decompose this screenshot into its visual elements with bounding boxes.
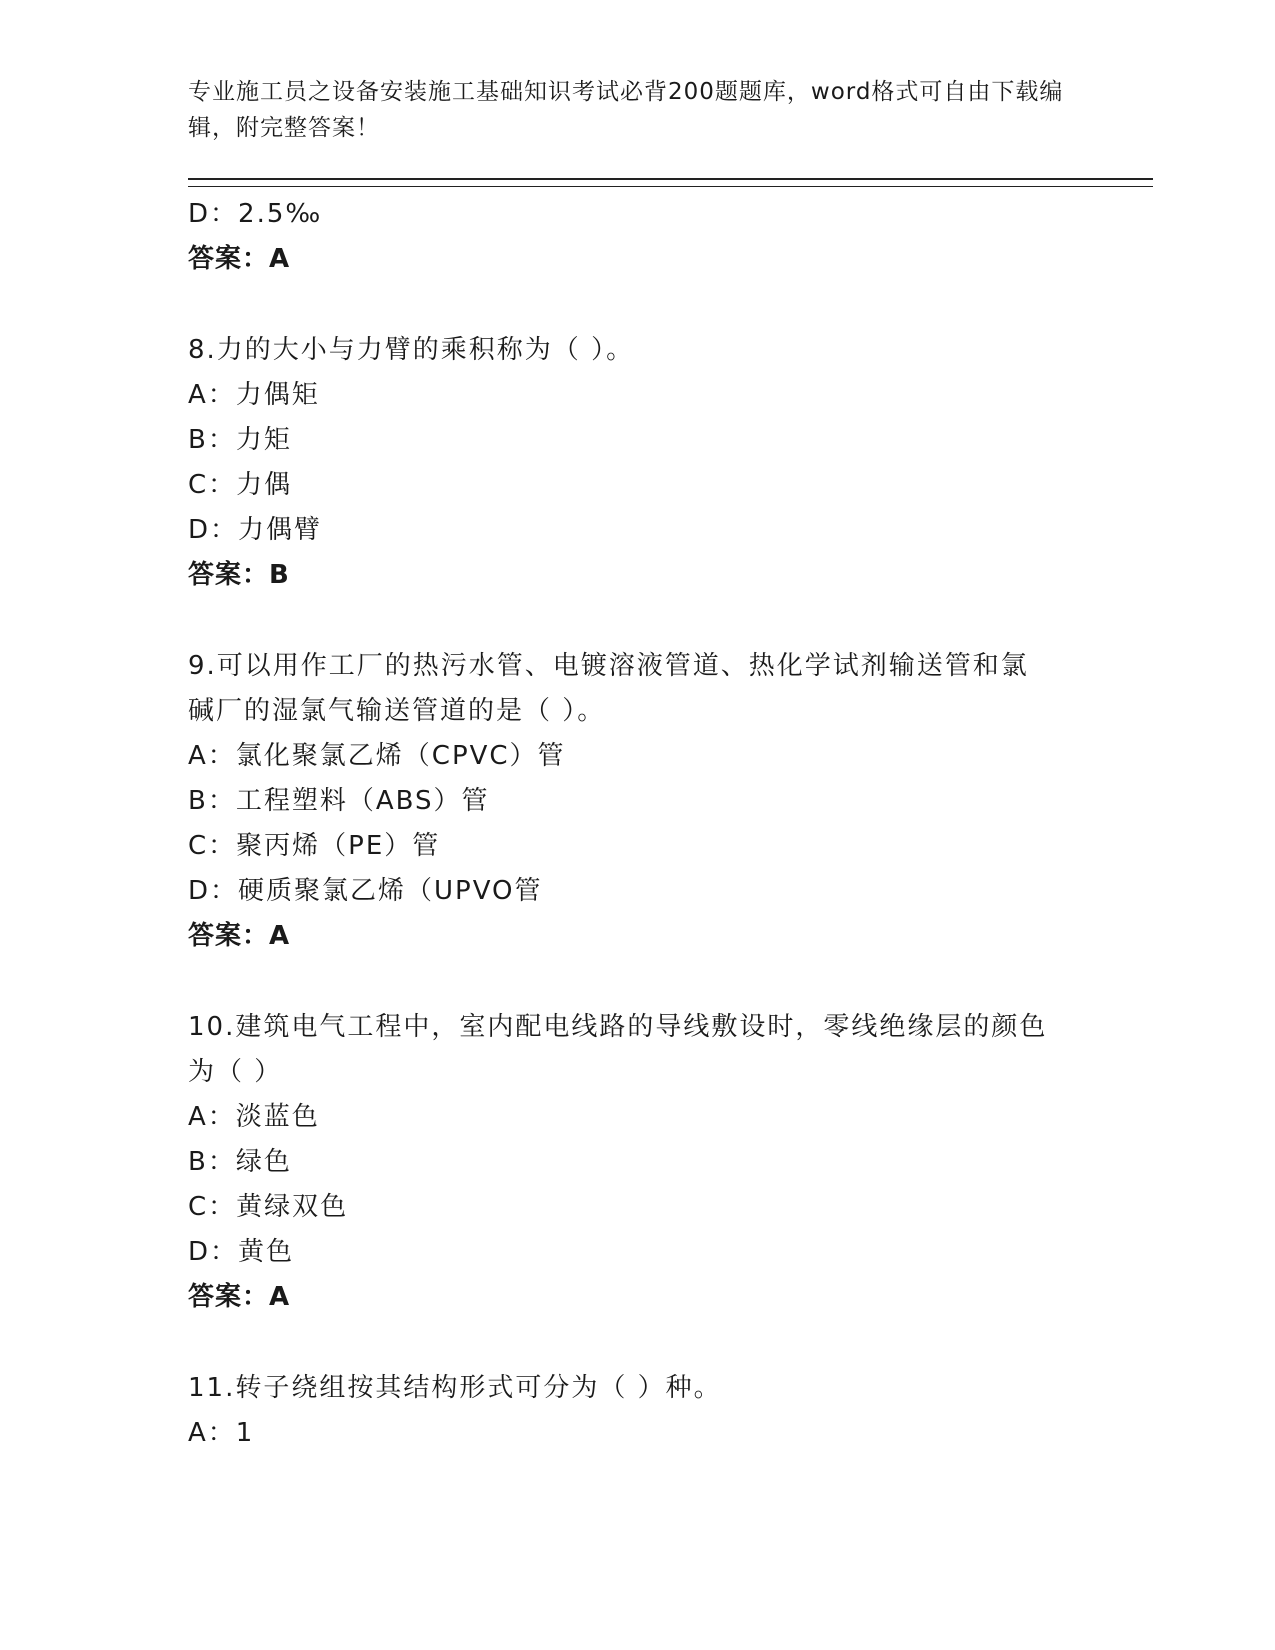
option-c: C：力偶 [188, 470, 293, 500]
option-c: C：黄绿双色 [188, 1192, 349, 1222]
question-11 [188, 1366, 1088, 1456]
option-b: B：工程塑料（ABS）管 [188, 786, 490, 816]
option-c: C：聚丙烯（PE）管 [188, 831, 441, 861]
option-d: D：2.5‰ [188, 199, 323, 229]
answer-line: 答案：A [188, 921, 291, 951]
document-header [188, 74, 1088, 146]
answer-line: 答案：A [188, 244, 291, 274]
question-10 [188, 1005, 1088, 1320]
answer-line: 答案：B [188, 560, 290, 590]
header-rule [188, 178, 1153, 187]
option-d: D：硬质聚氯乙烯（UPVO管 [188, 876, 543, 906]
option-a: A：力偶矩 [188, 380, 320, 410]
question-stem-line-1: 10.建筑电气工程中，室内配电线路的导线敷设时，零线绝缘层的颜色 [188, 1012, 1048, 1042]
option-d: D：力偶臂 [188, 515, 323, 545]
option-a: A：1 [188, 1418, 255, 1448]
question-8 [188, 328, 1088, 598]
option-d: D：黄色 [188, 1237, 295, 1267]
option-a: A：淡蓝色 [188, 1102, 320, 1132]
question-stem: 8.力的大小与力臂的乘积称为（ ）。 [188, 335, 635, 365]
question-content [188, 192, 1088, 1456]
question-stem-line-2: 为（ ） [188, 1057, 283, 1087]
question-stem-line-2: 碱厂的湿氯气输送管道的是（ ）。 [188, 696, 606, 726]
question-stem: 11.转子绕组按其结构形式可分为（ ）种。 [188, 1373, 722, 1403]
question-9 [188, 644, 1088, 959]
header-text: 专业施工员之设备安装施工基础知识考试必背200题题库，word格式可自由下载编辑，附完整答案！ [188, 79, 1064, 141]
answer-line: 答案：A [188, 1282, 291, 1312]
option-b: B：力矩 [188, 425, 292, 455]
option-b: B：绿色 [188, 1147, 292, 1177]
question-stem-line-1: 9.可以用作工厂的热污水管、电镀溶液管道、热化学试剂输送管和氯 [188, 651, 1029, 681]
option-a: A：氯化聚氯乙烯（CPVC）管 [188, 741, 566, 771]
